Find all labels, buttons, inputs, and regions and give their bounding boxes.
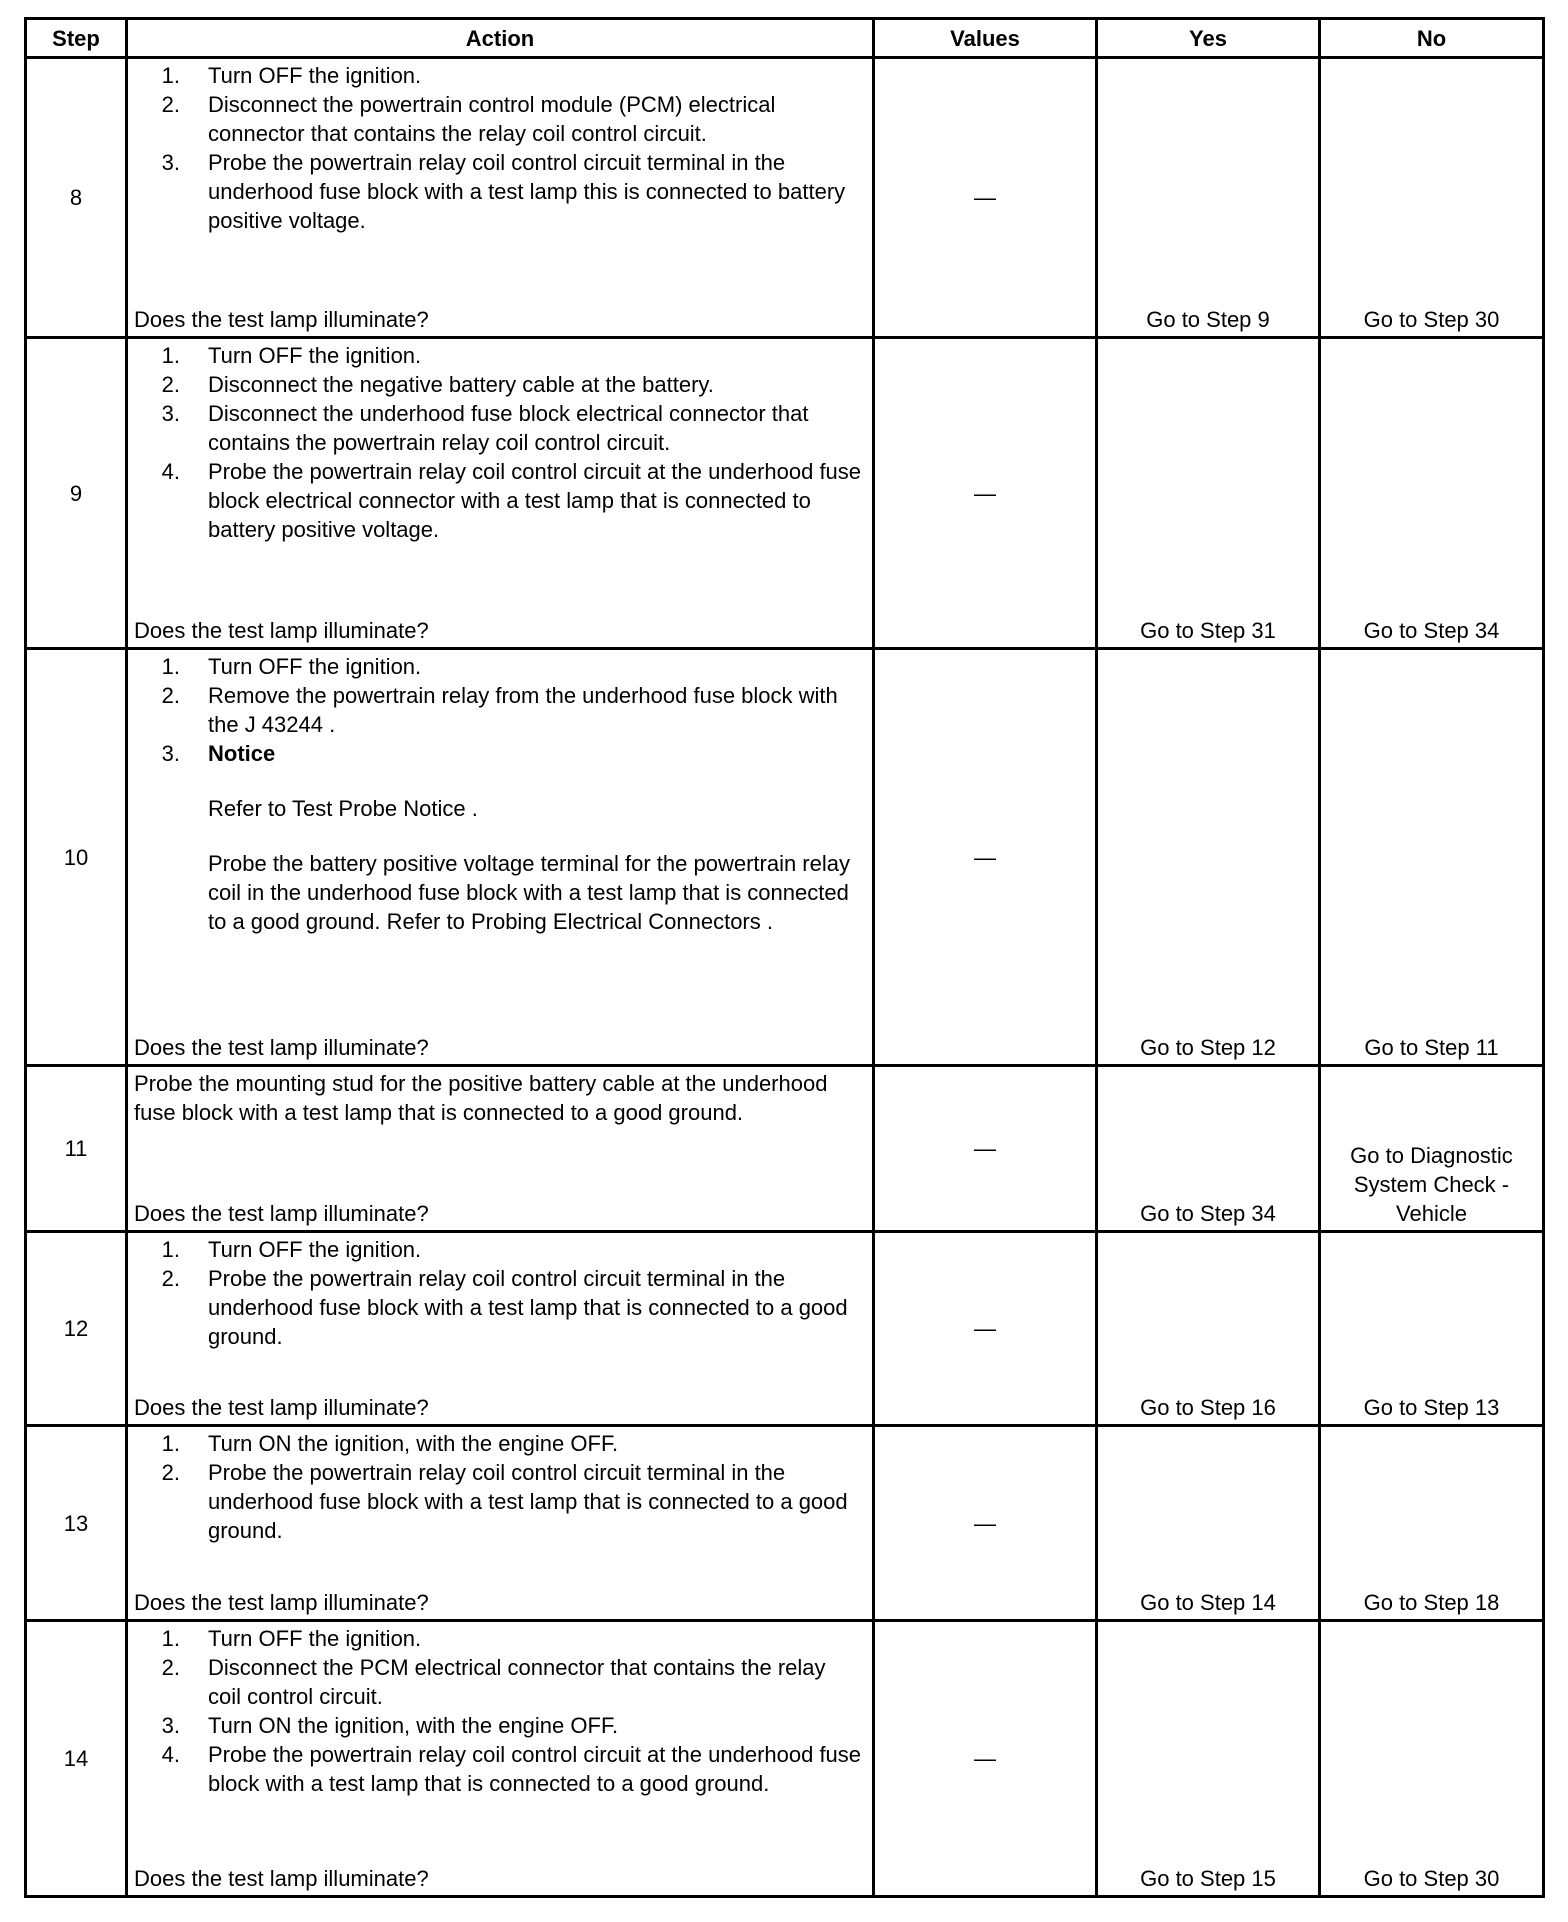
values-cell: — [874, 1232, 1097, 1426]
step-index: 1. [161, 1626, 180, 1651]
action-step [128, 1624, 872, 1653]
no-link[interactable]: Go to Step 30 [1320, 58, 1544, 338]
values-cell: — [874, 58, 1097, 338]
no-link[interactable]: Go to Step 11 [1320, 649, 1544, 1066]
step-index: 1. [161, 1431, 180, 1456]
action-cell [127, 338, 874, 649]
step-index: 1. [161, 343, 180, 368]
header-action: Action [127, 19, 874, 58]
action-step [128, 1711, 872, 1740]
step-index: 4. [161, 1742, 180, 1767]
action-cell [127, 1232, 874, 1426]
action-cell [127, 1426, 874, 1621]
step-index: 3. [161, 1713, 180, 1738]
table-row-step-14 [26, 1621, 1544, 1897]
no-link[interactable]: Go to Step 30 [1320, 1621, 1544, 1897]
action-step [128, 681, 872, 739]
table-row-step-9 [26, 338, 1544, 649]
step-text: Probe the powertrain relay coil control circuit at the underhood fuse block with a test lamp that is connected to a good ground. [208, 1742, 862, 1796]
step-index: 2. [161, 92, 180, 117]
step-index: 3. [161, 741, 180, 766]
step-index: 2. [161, 1460, 180, 1485]
action-question: Does the test lamp illuminate? [134, 1590, 429, 1615]
values-cell: — [874, 338, 1097, 649]
yes-link[interactable]: Go to Step 14 [1097, 1426, 1320, 1621]
yes-link[interactable]: Go to Step 31 [1097, 338, 1320, 649]
step-index: 3. [161, 150, 180, 175]
action-question: Does the test lamp illuminate? [134, 307, 429, 332]
notice-content [208, 739, 872, 936]
step-text: Turn ON the ignition, with the engine OFF. [208, 1713, 619, 1738]
action-steps-list [128, 652, 872, 936]
action-steps-list [128, 1235, 872, 1351]
action-question: Does the test lamp illuminate? [134, 1395, 429, 1420]
action-cell [127, 58, 874, 338]
header-values: Values [874, 19, 1097, 58]
values-cell: — [874, 649, 1097, 1066]
action-step [128, 148, 872, 235]
action-cell [127, 1621, 874, 1897]
notice-text: Probe the battery positive voltage terminal for the powertrain relay coil in the underhood fuse block with a test lamp that is connected to a good ground. Refer to Probing Electrical Connectors . [208, 851, 850, 934]
step-index: 2. [161, 1266, 180, 1291]
step-number: 14 [26, 1621, 127, 1897]
action-step [128, 399, 872, 457]
action-steps-list [128, 1624, 872, 1798]
no-link[interactable]: Go to Diagnostic System Check - Vehicle [1320, 1066, 1544, 1232]
action-step [128, 1740, 872, 1798]
values-cell: — [874, 1426, 1097, 1621]
step-text: Disconnect the PCM electrical connector that contains the relay coil control circuit. [208, 1655, 826, 1709]
step-number: 12 [26, 1232, 127, 1426]
action-cell [127, 649, 874, 1066]
step-text: Turn OFF the ignition. [208, 654, 422, 679]
action-step [128, 61, 872, 90]
notice-label-wrap [208, 739, 864, 768]
action-question: Does the test lamp illuminate? [134, 1035, 429, 1060]
table-row-step-8 [26, 58, 1544, 338]
action-question: Does the test lamp illuminate? [134, 618, 429, 643]
table-row-step-12 [26, 1232, 1544, 1426]
step-text: Probe the powertrain relay coil control circuit at the underhood fuse block electrical connector with a test lamp that is connected to battery positive voltage. [208, 459, 862, 542]
action-step [128, 1235, 872, 1264]
step-text: Probe the powertrain relay coil control circuit terminal in the underhood fuse block with a test lamp that is connected to a good ground. [208, 1266, 848, 1349]
step-index: 1. [161, 1237, 180, 1262]
action-step [128, 1429, 872, 1458]
action-cell [127, 1066, 874, 1232]
step-index: 2. [161, 683, 180, 708]
action-step [128, 457, 872, 544]
step-index: 4. [161, 459, 180, 484]
action-step [128, 1653, 872, 1711]
step-text: Probe the powertrain relay coil control circuit terminal in the underhood fuse block with a test lamp this is connected to battery positive voltage. [208, 150, 846, 233]
action-step [128, 652, 872, 681]
step-text: Turn OFF the ignition. [208, 343, 422, 368]
step-number: 11 [26, 1066, 127, 1232]
action-step [128, 1458, 872, 1545]
step-text: Disconnect the underhood fuse block electrical connector that contains the powertrain relay coil control circuit. [208, 401, 809, 455]
action-step [128, 90, 872, 148]
step-index: 1. [161, 63, 180, 88]
yes-link[interactable]: Go to Step 16 [1097, 1232, 1320, 1426]
action-step [128, 341, 872, 370]
yes-link[interactable]: Go to Step 34 [1097, 1066, 1320, 1232]
yes-link[interactable]: Go to Step 15 [1097, 1621, 1320, 1897]
notice-label: Notice [208, 741, 276, 766]
values-cell: — [874, 1066, 1097, 1232]
step-index: 1. [161, 654, 180, 679]
step-index: 3. [161, 401, 180, 426]
step-index: 2. [161, 372, 180, 397]
action-text: Probe the mounting stud for the positive battery cable at the underhood fuse block with a test lamp that is connected to a good ground. [134, 1071, 828, 1125]
action-steps-list [128, 341, 872, 544]
action-step [128, 370, 872, 399]
step-text: Disconnect the powertrain control module (PCM) electrical connector that contains the relay coil control circuit. [208, 92, 776, 146]
no-link[interactable]: Go to Step 34 [1320, 338, 1544, 649]
action-step-notice [128, 739, 872, 936]
action-steps-list [128, 61, 872, 235]
step-index: 2. [161, 1655, 180, 1680]
step-number: 8 [26, 58, 127, 338]
action-steps-list [128, 1429, 872, 1545]
notice-reference[interactable]: Refer to Test Probe Notice . [208, 796, 478, 821]
step-text: Remove the powertrain relay from the underhood fuse block with the J 43244 . [208, 683, 838, 737]
step-number: 10 [26, 649, 127, 1066]
header-row [26, 19, 1544, 58]
no-link[interactable]: Go to Step 18 [1320, 1426, 1544, 1621]
step-number: 13 [26, 1426, 127, 1621]
action-question: Does the test lamp illuminate? [134, 1866, 429, 1891]
yes-link[interactable]: Go to Step 12 [1097, 649, 1320, 1066]
step-number: 9 [26, 338, 127, 649]
table-row-step-13 [26, 1426, 1544, 1621]
step-text: Probe the powertrain relay coil control circuit terminal in the underhood fuse block with a test lamp that is connected to a good ground. [208, 1460, 848, 1543]
header-step: Step [26, 19, 127, 58]
values-cell: — [874, 1621, 1097, 1897]
step-text: Turn OFF the ignition. [208, 63, 422, 88]
step-text: Turn ON the ignition, with the engine OFF. [208, 1431, 619, 1456]
header-yes: Yes [1097, 19, 1320, 58]
diagnostic-table [24, 17, 1545, 1898]
action-step [128, 1264, 872, 1351]
step-text: Turn OFF the ignition. [208, 1237, 422, 1262]
table-row-step-10 [26, 649, 1544, 1066]
yes-link[interactable]: Go to Step 9 [1097, 58, 1320, 338]
table-row-step-11 [26, 1066, 1544, 1232]
step-text: Turn OFF the ignition. [208, 1626, 422, 1651]
no-link[interactable]: Go to Step 13 [1320, 1232, 1544, 1426]
step-text: Disconnect the negative battery cable at the battery. [208, 372, 714, 397]
header-no: No [1320, 19, 1544, 58]
action-question: Does the test lamp illuminate? [134, 1201, 429, 1226]
